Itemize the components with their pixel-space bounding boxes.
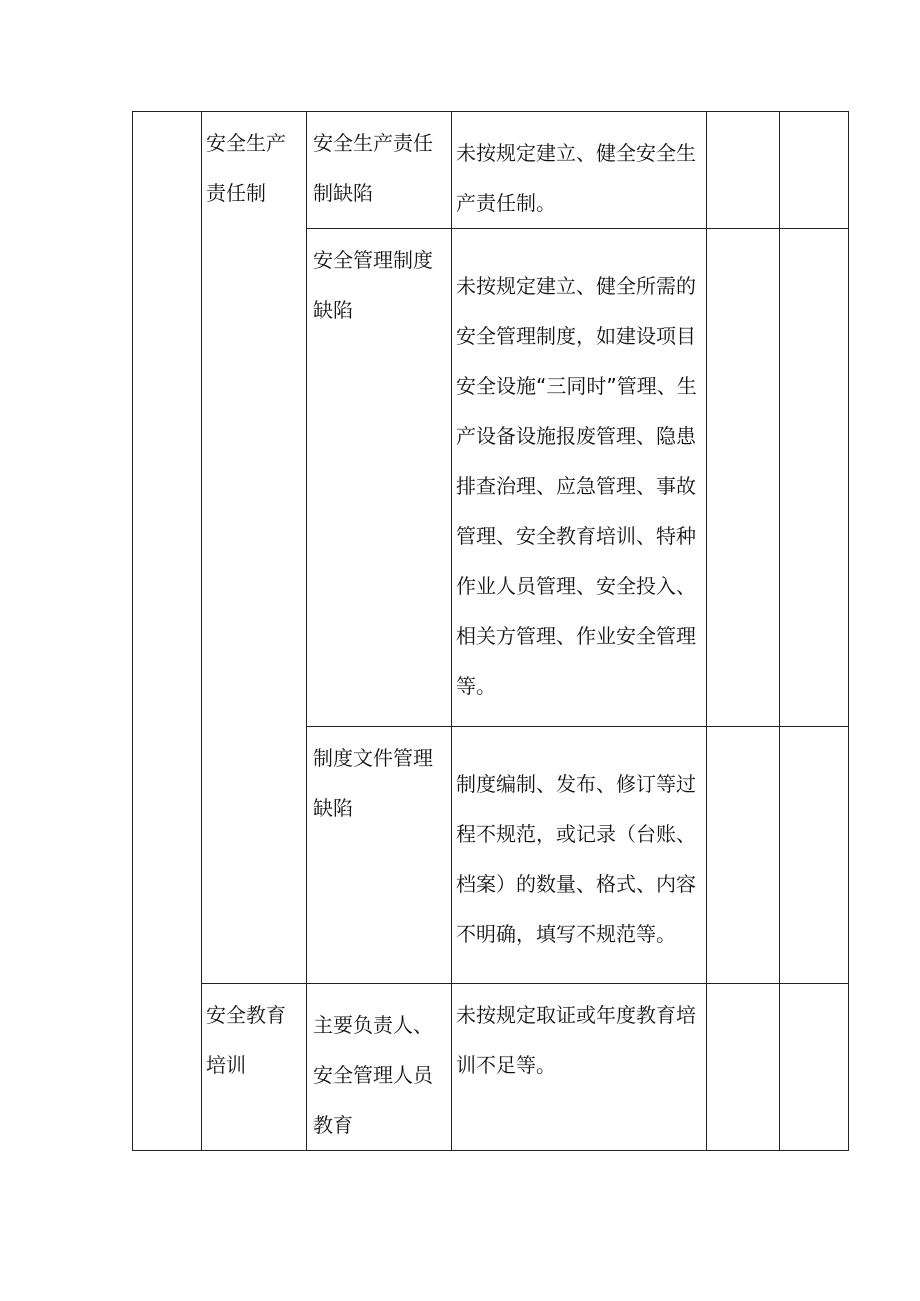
category-cell: 安全生产责任制 [202, 112, 307, 984]
item-cell: 主要负责人、安全管理人员教育 [307, 984, 452, 1151]
blank-cell [780, 112, 849, 229]
blank-cell [707, 229, 780, 727]
description-cell: 制度编制、发布、修订等过程不规范，或记录（台账、档案）的数量、格式、内容不明确，填写不规范等。 [452, 727, 707, 984]
item-cell: 制度文件管理缺陷 [307, 727, 452, 984]
table-row [133, 984, 849, 1151]
hazard-classification-table [132, 111, 849, 1151]
description-cell: 未按规定建立、健全安全生产责任制。 [452, 112, 707, 229]
blank-cell [780, 229, 849, 727]
blank-cell [780, 727, 849, 984]
blank-cell [707, 984, 780, 1151]
category-cell: 安全教育培训 [202, 984, 307, 1151]
blank-cell [707, 727, 780, 984]
blank-cell [780, 984, 849, 1151]
description-cell: 未按规定取证或年度教育培训不足等。 [452, 984, 707, 1151]
blank-first-column-cell [133, 112, 202, 1151]
item-cell: 安全管理制度缺陷 [307, 229, 452, 727]
description-cell: 未按规定建立、健全所需的安全管理制度，如建设项目安全设施“三同时”管理、生产设备设施报废管理、隐患排查治理、应急管理、事故管理、安全教育培训、特种作业人员管理、安全投入、相关方管理、作业安全管理等。 [452, 229, 707, 727]
table-row [133, 112, 849, 229]
item-cell: 安全生产责任制缺陷 [307, 112, 452, 229]
blank-cell [707, 112, 780, 229]
